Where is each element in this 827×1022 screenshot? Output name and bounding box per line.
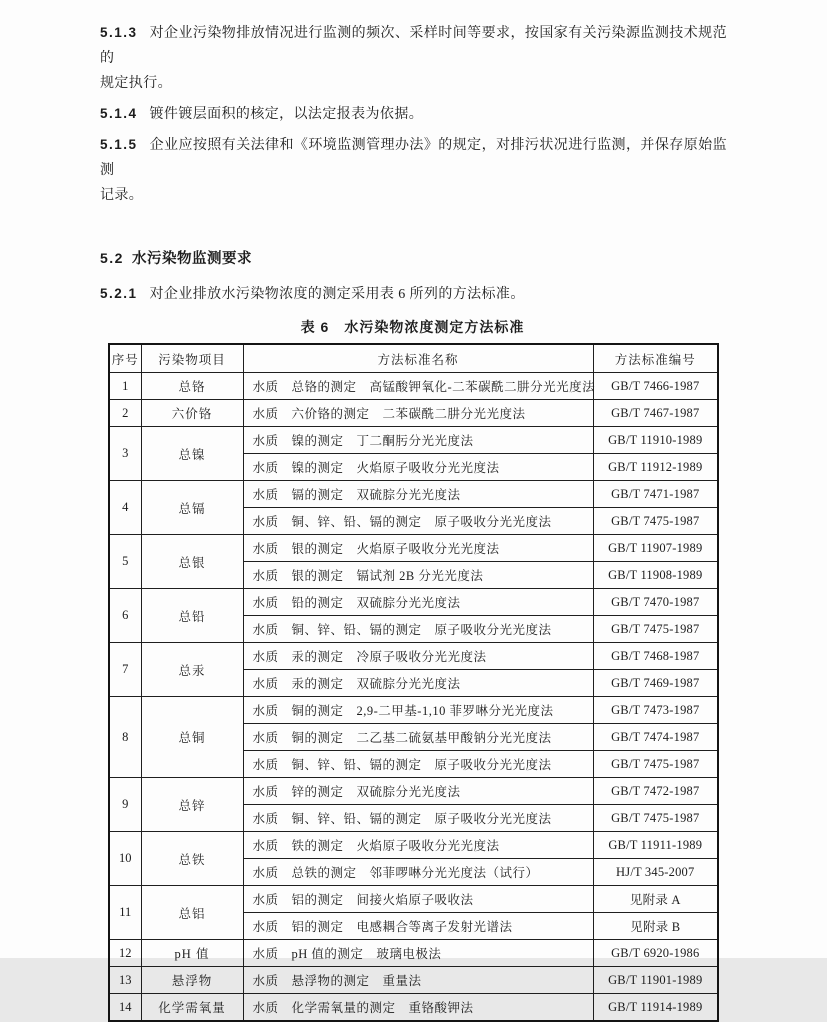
table-row <box>109 481 718 508</box>
clause-number: 5.2.1 <box>100 286 138 301</box>
pollutant-cell: 总铁 <box>141 832 243 886</box>
row-number-cell: 12 <box>109 940 141 967</box>
clause-text: 镀件镀层面积的核定，以法定报表为依据。 <box>149 107 424 122</box>
clause-number: 5.1.5 <box>100 137 138 152</box>
standard-code-cell: 见附录 B <box>593 913 718 940</box>
standard-code-cell: GB/T 7470-1987 <box>593 589 718 616</box>
pollutant-cell: 总镉 <box>141 481 243 535</box>
row-number-cell: 4 <box>109 481 141 535</box>
pollutant-cell: 总铅 <box>141 589 243 643</box>
standard-code-cell: GB/T 7468-1987 <box>593 643 718 670</box>
clause-paragraph <box>100 20 727 96</box>
method-name-cell: 水质 总铬的测定 高锰酸钾氧化-二苯碳酰二肼分光光度法 <box>243 373 593 400</box>
pollutant-cell: 总铝 <box>141 886 243 940</box>
clause-text: 记录。 <box>100 188 144 203</box>
method-name-cell: 水质 镉的测定 双硫腙分光光度法 <box>243 481 593 508</box>
standard-code-cell: GB/T 7471-1987 <box>593 481 718 508</box>
method-name-cell: 水质 铜、锌、铅、镉的测定 原子吸收分光光度法 <box>243 805 593 832</box>
method-name-cell: 水质 锌的测定 双硫腙分光光度法 <box>243 778 593 805</box>
clause-line <box>100 71 727 96</box>
row-number-cell: 5 <box>109 535 141 589</box>
method-name-cell: 水质 铁的测定 火焰原子吸收分光光度法 <box>243 832 593 859</box>
clause-text: 对企业污染物排放情况进行监测的频次、采样时间等要求，按国家有关污染源监测技术规范的 <box>100 26 727 66</box>
row-number-cell: 6 <box>109 589 141 643</box>
section-title: 水污染物监测要求 <box>131 251 252 267</box>
method-name-cell: 水质 银的测定 火焰原子吸收分光光度法 <box>243 535 593 562</box>
standard-code-cell: GB/T 7472-1987 <box>593 778 718 805</box>
clause-paragraph <box>100 281 727 307</box>
row-number-cell: 8 <box>109 697 141 778</box>
clause-text: 规定执行。 <box>100 76 172 91</box>
pollutant-cell: 悬浮物 <box>141 967 243 994</box>
method-name-cell: 水质 镍的测定 火焰原子吸收分光光度法 <box>243 454 593 481</box>
method-name-cell: 水质 汞的测定 冷原子吸收分光光度法 <box>243 643 593 670</box>
table-row <box>109 886 718 913</box>
method-name-cell: 水质 铅的测定 双硫腙分光光度法 <box>243 589 593 616</box>
section-heading <box>100 246 727 272</box>
row-number-cell: 7 <box>109 643 141 697</box>
row-number-cell: 14 <box>109 994 141 1022</box>
clause-number: 5.1.3 <box>100 25 138 40</box>
standard-code-cell: GB/T 7475-1987 <box>593 508 718 535</box>
standard-code-cell: GB/T 11910-1989 <box>593 427 718 454</box>
method-name-cell: 水质 铝的测定 间接火焰原子吸收法 <box>243 886 593 913</box>
standard-code-cell: GB/T 11911-1989 <box>593 832 718 859</box>
method-name-cell: 水质 化学需氧量的测定 重铬酸钾法 <box>243 994 593 1022</box>
pollutant-cell: 总银 <box>141 535 243 589</box>
clause-line <box>100 183 727 208</box>
method-name-cell: 水质 铜、锌、铅、镉的测定 原子吸收分光光度法 <box>243 508 593 535</box>
standard-code-cell: HJ/T 345-2007 <box>593 859 718 886</box>
clause-paragraphs <box>100 20 727 208</box>
standard-code-cell: GB/T 7475-1987 <box>593 805 718 832</box>
pollutant-cell: pH 值 <box>141 940 243 967</box>
method-name-cell: 水质 六价铬的测定 二苯碳酰二肼分光光度法 <box>243 400 593 427</box>
method-name-cell: 水质 铜的测定 二乙基二硫氨基甲酸钠分光光度法 <box>243 724 593 751</box>
table-row <box>109 643 718 670</box>
clause-number: 5.1.4 <box>100 106 138 121</box>
row-number-cell: 13 <box>109 967 141 994</box>
row-number-cell: 2 <box>109 400 141 427</box>
standard-code-cell: GB/T 7473-1987 <box>593 697 718 724</box>
standard-code-cell: GB/T 11914-1989 <box>593 994 718 1022</box>
table-row <box>109 400 718 427</box>
standard-code-cell: GB/T 7475-1987 <box>593 751 718 778</box>
table-row <box>109 940 718 967</box>
clause-line <box>100 281 727 307</box>
row-number-cell: 3 <box>109 427 141 481</box>
column-header-name: 方法标准名称 <box>243 344 593 373</box>
column-header-code: 方法标准编号 <box>593 344 718 373</box>
method-name-cell: 水质 银的测定 镉试剂 2B 分光光度法 <box>243 562 593 589</box>
clause-paragraph <box>100 101 727 127</box>
table-row <box>109 832 718 859</box>
method-name-cell: 水质 镍的测定 丁二酮肟分光光度法 <box>243 427 593 454</box>
clause-text: 企业应按照有关法律和《环境监测管理办法》的规定，对排污状况进行监测，并保存原始监测 <box>100 138 727 178</box>
table-row <box>109 697 718 724</box>
clause-line <box>100 20 727 71</box>
standard-code-cell: GB/T 11908-1989 <box>593 562 718 589</box>
standard-code-cell: GB/T 7475-1987 <box>593 616 718 643</box>
clause-line <box>100 101 727 127</box>
standard-code-cell: GB/T 11912-1989 <box>593 454 718 481</box>
pollutant-cell: 总镍 <box>141 427 243 481</box>
table-header-row <box>109 344 718 373</box>
row-number-cell: 10 <box>109 832 141 886</box>
clause-text: 对企业排放水污染物浓度的测定采用表 6 所列的方法标准。 <box>149 287 525 302</box>
row-number-cell: 9 <box>109 778 141 832</box>
method-name-cell: 水质 总铁的测定 邻菲啰啉分光光度法（试行） <box>243 859 593 886</box>
row-number-cell: 11 <box>109 886 141 940</box>
standard-code-cell: 见附录 A <box>593 886 718 913</box>
standard-code-cell: GB/T 6920-1986 <box>593 940 718 967</box>
method-name-cell: 水质 悬浮物的测定 重量法 <box>243 967 593 994</box>
pollutant-cell: 总铬 <box>141 373 243 400</box>
standard-code-cell: GB/T 7474-1987 <box>593 724 718 751</box>
row-number-cell: 1 <box>109 373 141 400</box>
table-row <box>109 589 718 616</box>
standard-code-cell: GB/T 11907-1989 <box>593 535 718 562</box>
table-row <box>109 535 718 562</box>
clause-paragraph <box>100 132 727 208</box>
column-header-no: 序号 <box>109 344 141 373</box>
standard-code-cell: GB/T 11901-1989 <box>593 967 718 994</box>
method-name-cell: 水质 铜的测定 2,9-二甲基-1,10 菲罗啉分光光度法 <box>243 697 593 724</box>
method-name-cell: 水质 铝的测定 电感耦合等离子发射光谱法 <box>243 913 593 940</box>
standard-code-cell: GB/T 7469-1987 <box>593 670 718 697</box>
method-name-cell: 水质 铜、锌、铅、镉的测定 原子吸收分光光度法 <box>243 616 593 643</box>
pollutant-cell: 总锌 <box>141 778 243 832</box>
standard-code-cell: GB/T 7466-1987 <box>593 373 718 400</box>
pollutant-cell: 总铜 <box>141 697 243 778</box>
method-name-cell: 水质 汞的测定 双硫腙分光光度法 <box>243 670 593 697</box>
method-name-cell: 水质 pH 值的测定 玻璃电极法 <box>243 940 593 967</box>
pollutant-cell: 总汞 <box>141 643 243 697</box>
clause-line <box>100 132 727 183</box>
methods-table <box>108 343 719 1022</box>
pollutant-cell: 六价铬 <box>141 400 243 427</box>
table-row <box>109 967 718 994</box>
table-row <box>109 994 718 1022</box>
pollutant-cell: 化学需氧量 <box>141 994 243 1022</box>
table-row <box>109 427 718 454</box>
table-title: 表 6 水污染物浓度测定方法标准 <box>300 319 525 335</box>
standard-code-cell: GB/T 7467-1987 <box>593 400 718 427</box>
table-row <box>109 778 718 805</box>
method-name-cell: 水质 铜、锌、铅、镉的测定 原子吸收分光光度法 <box>243 751 593 778</box>
section-number: 5.2 <box>100 250 124 266</box>
table-row <box>109 373 718 400</box>
column-header-item: 污染物项目 <box>141 344 243 373</box>
